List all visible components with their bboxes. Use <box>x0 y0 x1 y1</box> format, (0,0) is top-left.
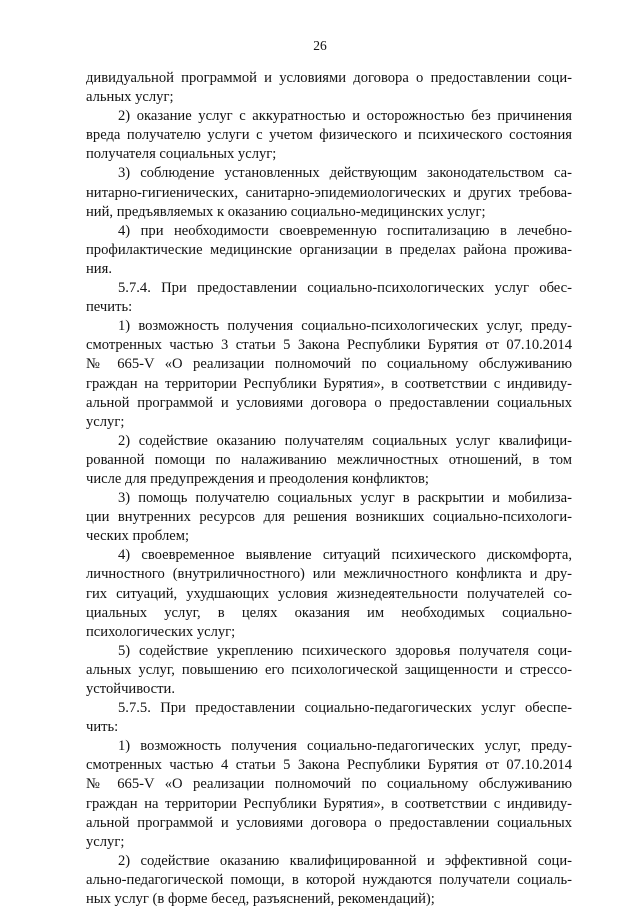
text-line: числе для предупреждения и преодоления конфликтов; <box>86 470 429 487</box>
text-line: чить: <box>86 719 119 736</box>
text-line: личностного (внутриличностного) или межличностного конфликта и дру- <box>86 566 572 583</box>
text-line: альной программой и условиями договора о предоставлении социальных <box>86 814 572 831</box>
text-line: альной программой и условиями договора о предоставлении социальных <box>86 394 572 411</box>
text-line: альных услуг; <box>86 89 174 106</box>
text-line: граждан на территории Республики Бурятия», в соответствии с индивиду- <box>86 795 572 812</box>
text-line: получателя социальных услуг; <box>86 146 277 163</box>
text-line: 5) содействие укреплению психического здоровья получателя соци- <box>118 642 572 659</box>
text-line: смотренных частью 3 статьи 5 Закона Республики Бурятия от 07.10.2014 <box>86 337 572 354</box>
text-line: 4) своевременное выявление ситуаций психического дискомфорта, <box>118 547 572 564</box>
text-line: 4) при необходимости своевременную госпитализацию в лечебно- <box>118 222 572 239</box>
text-line: 1) возможность получения социально-педагогических услуг, преду- <box>118 738 572 755</box>
text-line: 1) возможность получения социально-психологических услуг, преду- <box>118 318 572 335</box>
text-line: смотренных частью 4 статьи 5 Закона Республики Бурятия от 07.10.2014 <box>86 757 572 774</box>
text-line: 5.7.4. При предоставлении социально-психологических услуг обес- <box>118 280 572 297</box>
text-line: устойчивости. <box>86 681 175 697</box>
text-line: ния. <box>86 260 112 277</box>
text-line: 2) содействие оказанию квалифицированной и эффективной соци- <box>118 852 572 869</box>
text-line: психологических услуг; <box>86 623 236 640</box>
text-line: услуг; <box>86 413 125 430</box>
text-line: ально-педагогической помощи, в которой нуждаются получатели социаль- <box>86 871 572 888</box>
text-line: печить: <box>86 299 133 316</box>
text-line: вреда получателю услуги с учетом физического и психического состояния <box>86 127 572 144</box>
text-line: циальных услуг, в целях оказания им необходимых социально- <box>86 604 572 621</box>
text-line: гих ситуаций, ухудшающих условия жизнедеятельности получателей со- <box>86 585 572 602</box>
text-line: 3) соблюдение установленных действующим законодательством са- <box>118 165 572 182</box>
text-line: 2) содействие оказанию получателям социальных услуг квалифици- <box>118 432 572 449</box>
text-line: нитарно-гигиенических, санитарно-эпидемиологических и других требова- <box>86 184 572 201</box>
text-line: 2) оказание услуг с аккуратностью и осторожностью без причинения <box>118 108 572 125</box>
text-line: ний, предъявляемых к оказанию социально-медицинских услуг; <box>86 203 486 220</box>
text-line: профилактические медицинские организации в пределах района прожива- <box>86 241 572 258</box>
text-line: рованной помощи по налаживанию межличностных отношений, в том <box>86 451 572 468</box>
text-line: ции внутренних ресурсов для решения возникших социально-психологи- <box>86 509 572 526</box>
document-body <box>86 69 572 909</box>
text-line: № 665-V «О реализации полномочий по социальному обслуживанию <box>86 356 572 373</box>
text-line: услуг; <box>86 833 125 850</box>
text-line: дивидуальной программой и условиями договора о предоставлении соци- <box>86 70 572 86</box>
text-line: 5.7.5. При предоставлении социально-педагогических услуг обеспе- <box>118 700 572 717</box>
text-line: ных услуг (в форме бесед, разъяснений, рекомендаций); <box>86 891 435 908</box>
text-line: № 665-V «О реализации полномочий по социальному обслуживанию <box>86 776 572 793</box>
text-line: граждан на территории Республики Бурятия», в соответствии с индивиду- <box>86 375 572 392</box>
text-line: ческих проблем; <box>86 528 190 545</box>
page-number: 26 <box>313 38 327 53</box>
text-line: 3) помощь получателю социальных услуг в раскрытии и мобилиза- <box>118 490 572 507</box>
text-line: альных услуг, повышению его психологической защищенности и стрессо- <box>86 661 572 678</box>
